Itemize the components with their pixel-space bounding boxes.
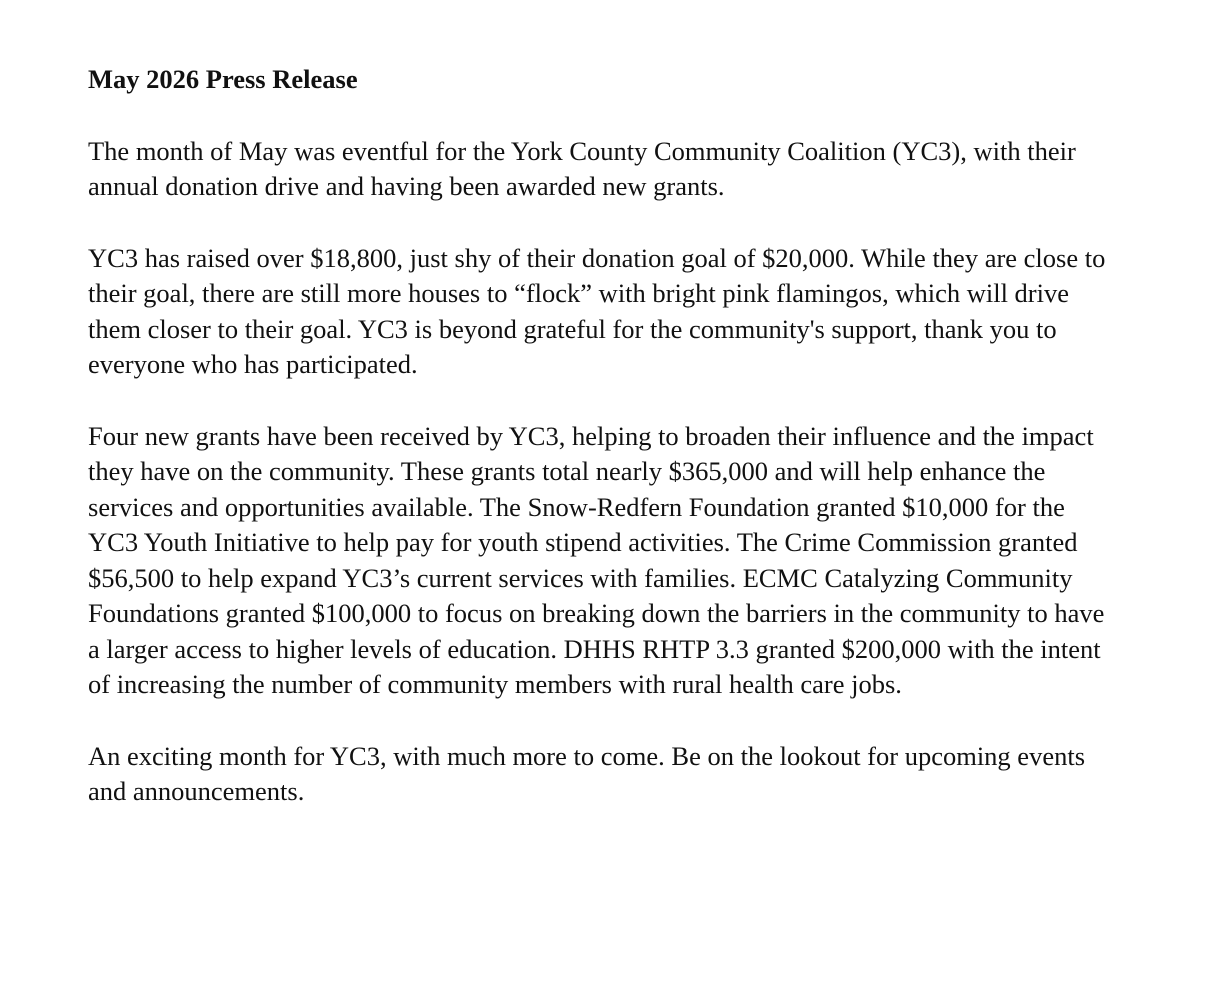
press-release-title: May 2026 Press Release xyxy=(88,64,358,94)
paragraph-closing: An exciting month for YC3, with much more to come. Be on the lookout for upcoming events and announcements. xyxy=(88,740,1086,806)
paragraph-donation-drive: YC3 has raised over $18,800, just shy of their donation goal of $20,000. While they are close to their goal, there are still more houses to “flock” with bright pink flamingos, which will drive them closer to their goal. YC3 is beyond grateful for the community's support, thank you to everyone who has participated. xyxy=(88,242,1106,379)
paragraph-grants: Four new grants have been received by YC3, helping to broaden their influence and the impact they have on the community. These grants total nearly $365,000 and will help enhance the services and opportunities available. The Snow-Redfern Foundation granted $10,000 for the YC3 Youth Initiative to help pay for youth stipend activities. The Crime Commission granted $56,500 to help expand YC3’s current services with families. ECMC Catalyzing Community Foundations granted $100,000 to focus on breaking down the barriers in the community to have a larger access to higher levels of education. DHHS RHTP 3.3 granted $200,000 with the intent of increasing the number of community members with rural health care jobs. xyxy=(88,420,1105,699)
paragraph-intro: The month of May was eventful for the York County Community Coalition (YC3), with their annual donation drive and having been awarded new grants. xyxy=(88,135,1076,201)
document-page xyxy=(88,62,1120,846)
